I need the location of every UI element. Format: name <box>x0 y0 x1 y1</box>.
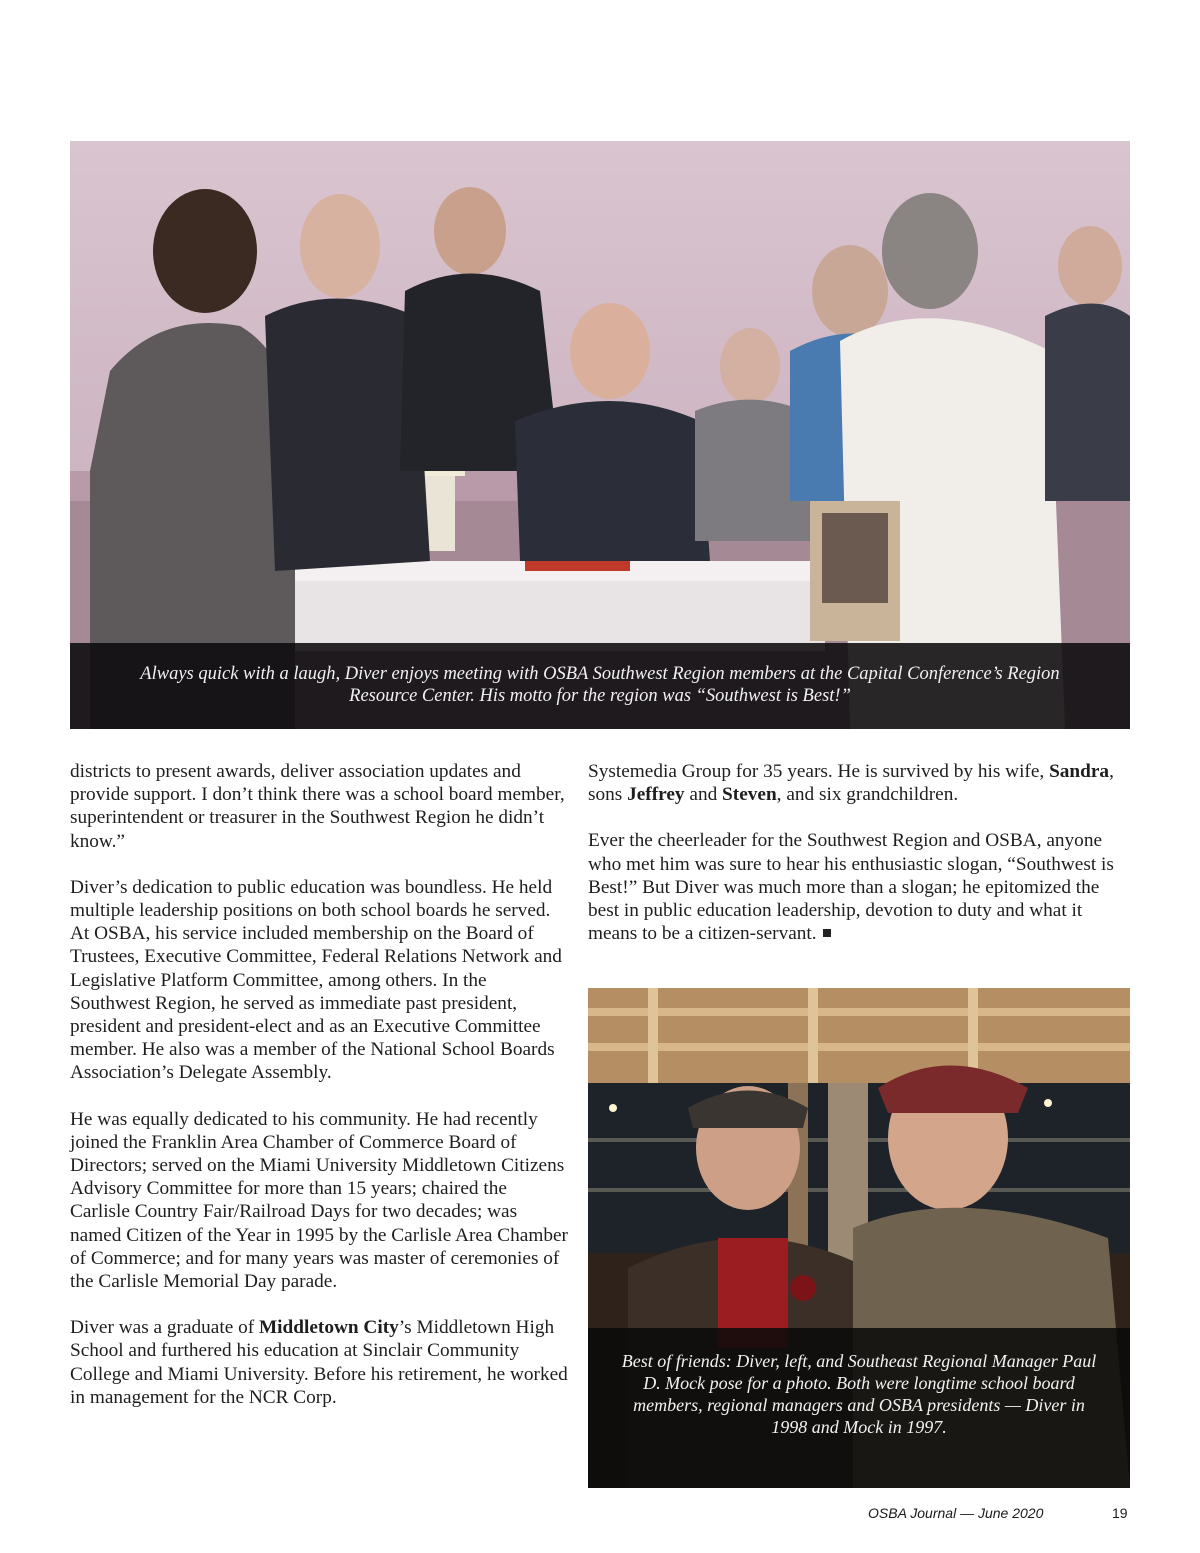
footer-journal-title: OSBA Journal — June 2020 <box>868 1505 1044 1521</box>
page-number: 19 <box>1112 1505 1128 1521</box>
end-of-article-mark <box>823 929 831 937</box>
friends-photo-caption: Best of friends: Diver, left, and Southeast Regional Manager Paul D. Mock pose for a photo. Both were longtime school board members, regional managers and OSBA presidents — Diver in 1998 and Mock in 1997. <box>588 1328 1130 1488</box>
cheerleader-text: Ever the cheerleader for the Southwest Region and OSBA, anyone who met him was sure to hear his enthusiastic slogan, “Southwest is Best!” But Diver was much more than a slogan; he epitomized the best in public education leadership, devotion to duty and what it means to be a citizen-servant. <box>588 830 1114 945</box>
education-text-start: Diver was a graduate of <box>70 1317 259 1339</box>
article-left-column <box>70 760 570 1432</box>
family-text-4: , and six grandchildren. <box>776 784 959 806</box>
article-right-column <box>588 760 1133 968</box>
conference-photo <box>70 141 1130 729</box>
district-name: Middletown City <box>258 1317 399 1339</box>
family-text-3: and <box>684 784 723 806</box>
paragraph-family <box>588 760 1133 806</box>
family-text-2: , sons <box>588 761 1114 806</box>
paragraph-dedication: Diver’s dedication to public education was boundless. He held multiple leadership positions on both school boards he served. At OSBA, his service included membership on the Board of Trustees, Executive Committee, Federal Relations Network and Legislative Platform Committee, among others. In the Southwest Region, he served as immediate past president, president and president-elect and as an Executive Committee member. He also was a member of the National School Boards Association’s Delegate Assembly. <box>70 876 562 1084</box>
paragraph-community: He was equally dedicated to his community. He had recently joined the Franklin Area Chamber of Commerce Board of Directors; served on the Miami University Middletown Citizens Advisory Committee for more than 15 years; chaired the Carlisle Country Fair/Railroad Days for two decades; was named Citizen of the Year in 1995 by the Carlisle Area Chamber of Commerce; and for many years was master of ceremonies of the Carlisle Memorial Day parade. <box>70 1108 568 1293</box>
son-name-1: Jeffrey <box>627 784 685 806</box>
paragraph-education <box>70 1316 570 1409</box>
wife-name: Sandra <box>1049 761 1110 782</box>
conference-photo-illustration <box>70 141 1130 729</box>
education-text-end: ’s Middletown High School and furthered his education at Sinclair Community College and Miami University. Before his retirement, he worked in management for the NCR Corp. <box>70 1317 568 1408</box>
paragraph-cheerleader <box>588 829 1133 945</box>
friends-photo <box>588 988 1130 1488</box>
conference-photo-caption: Always quick with a laugh, Diver enjoys meeting with OSBA Southwest Region members at the Capital Conference’s Region Resource Center. His motto for the region was “Southwest is Best!” <box>70 643 1130 729</box>
paragraph-awards: districts to present awards, deliver association updates and provide support. I don’t think there was a school board member, superintendent or treasurer in the Southwest Region he didn’t know.” <box>70 761 565 852</box>
son-name-2: Steven <box>722 784 777 806</box>
family-text-1: Systemedia Group for 35 years. He is survived by his wife, <box>588 761 1050 782</box>
